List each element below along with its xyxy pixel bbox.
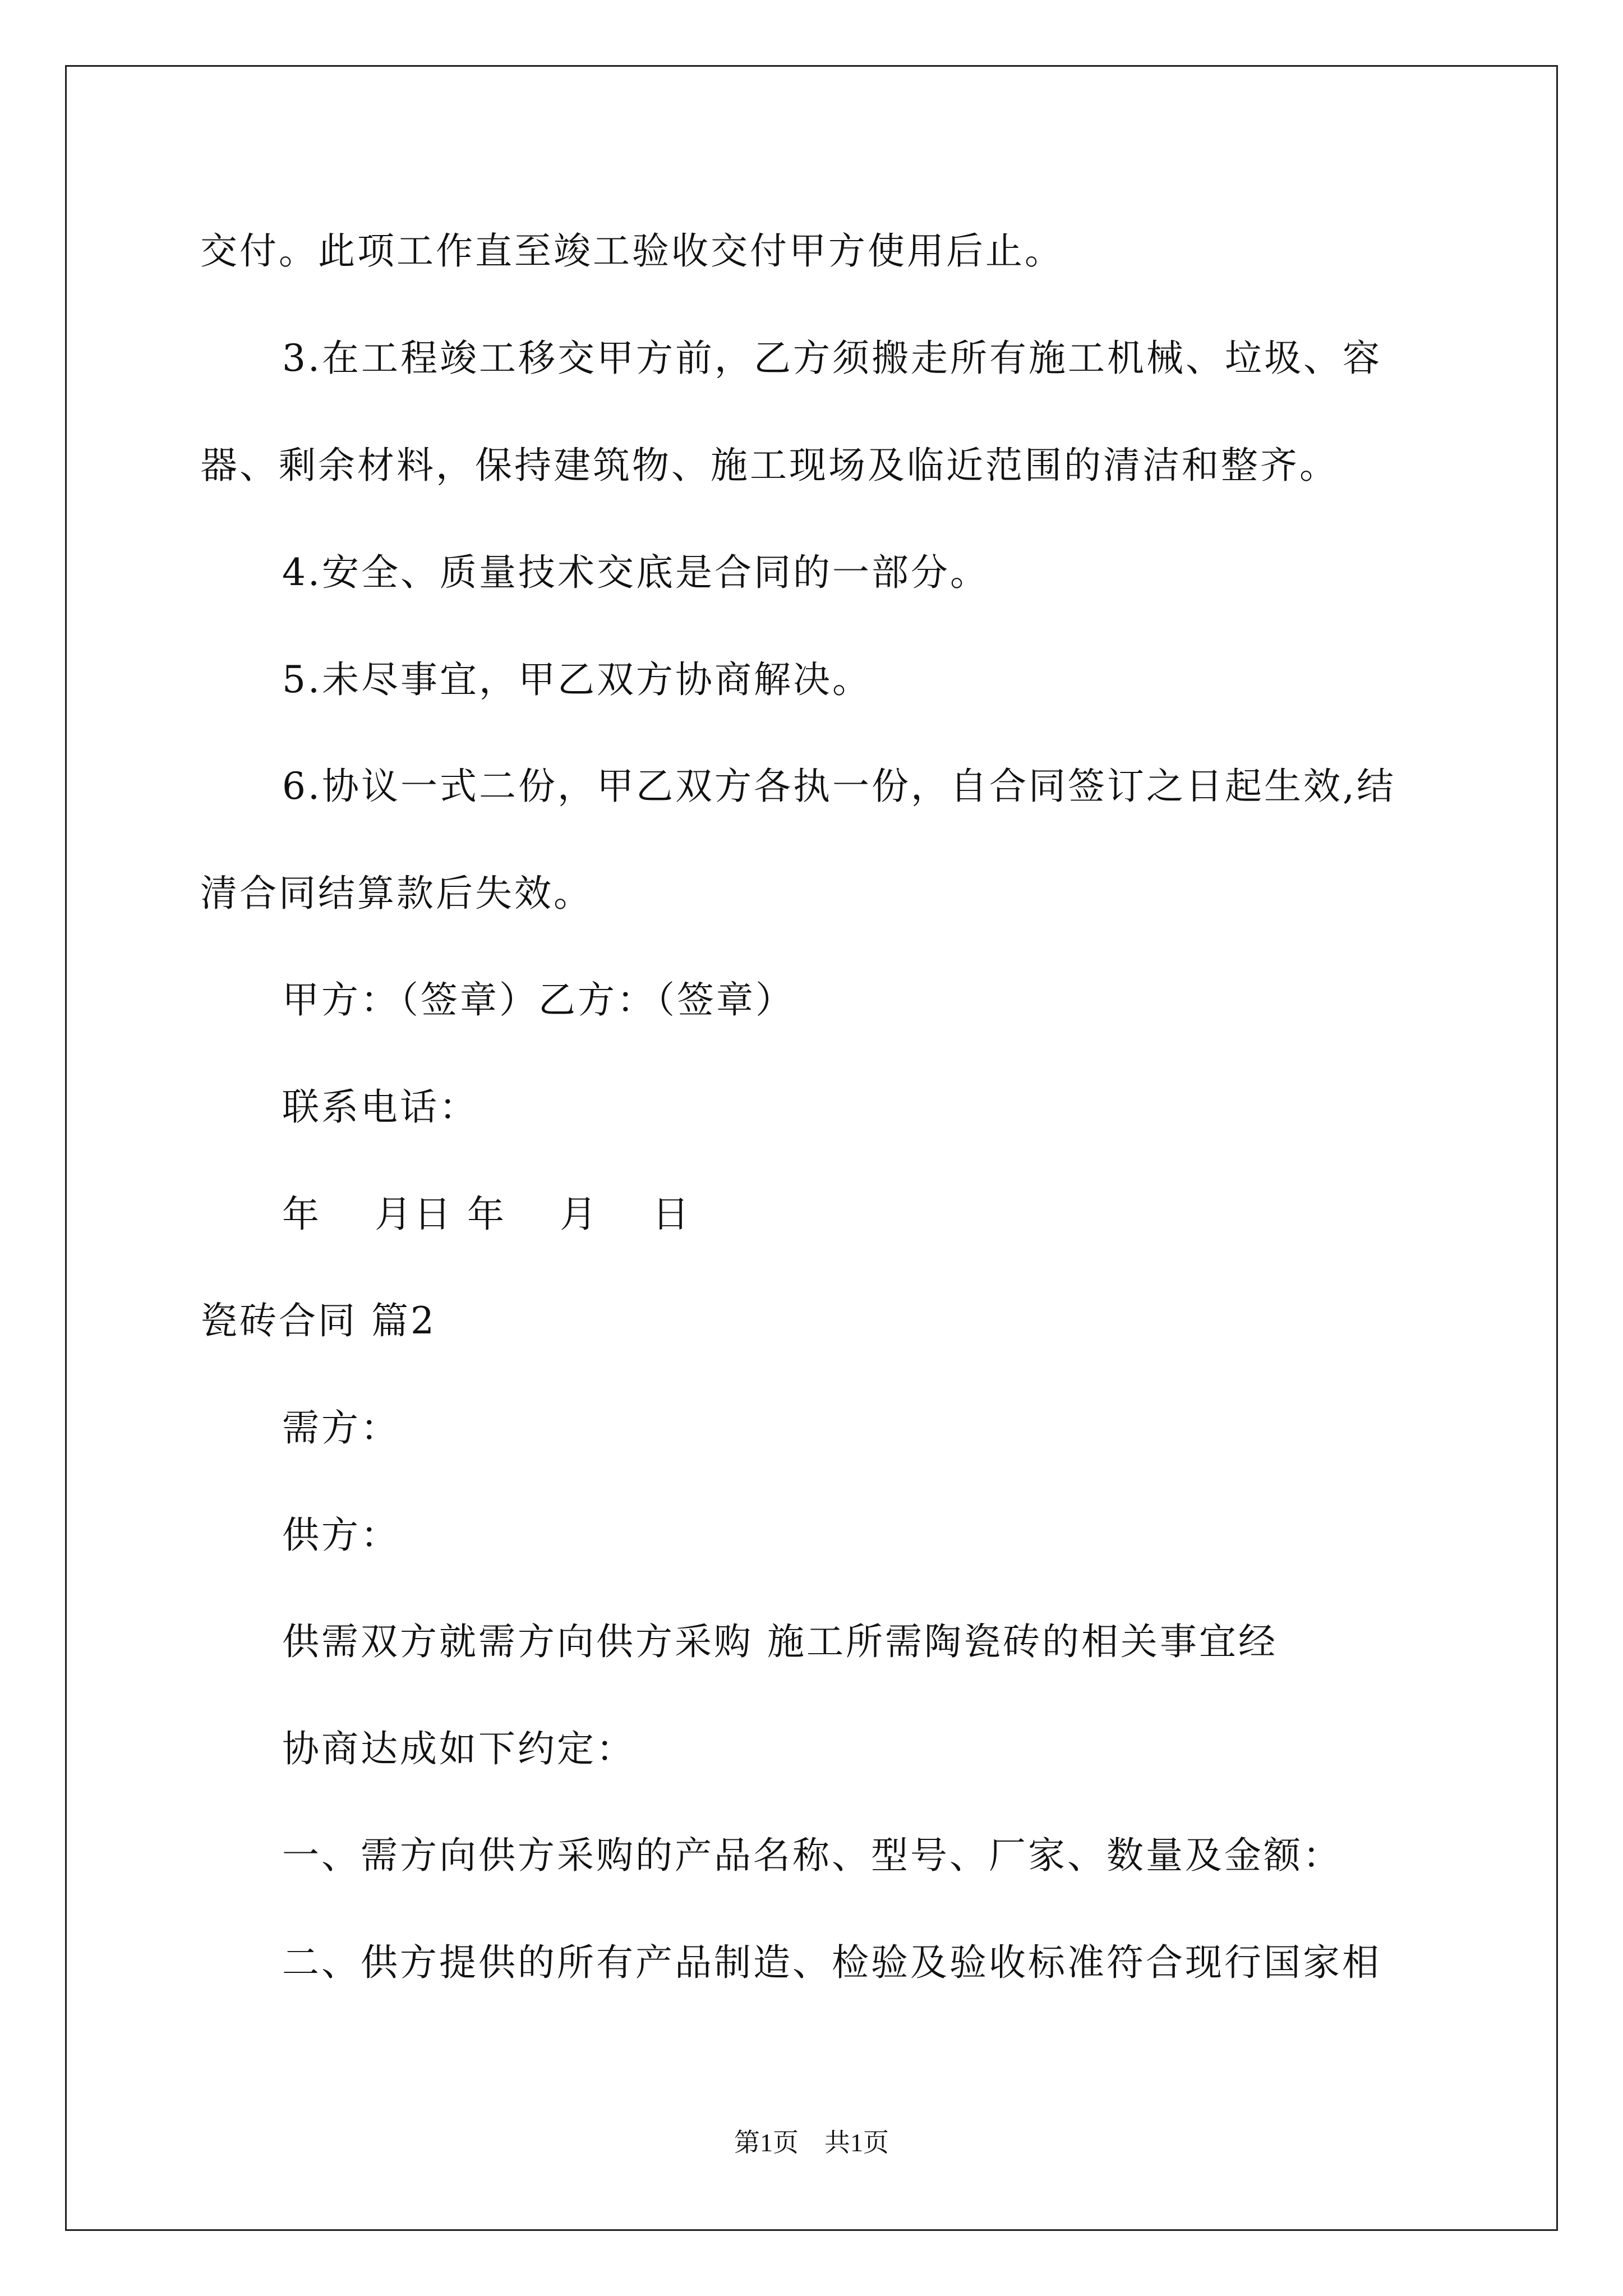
text-line: 一、需方向供方采购的产品名称、型号、厂家、数量及金额： (282, 1834, 1342, 1877)
date-line: 年 月日 年 月 日 (282, 1193, 691, 1236)
text-line: 器、剩余材料，保持建筑物、施工现场及临近范围的清洁和整齐。 (200, 444, 1339, 487)
page-footer: 第1页 共1页 (734, 2128, 889, 2157)
text-line: 4.安全、质量技术交底是合同的一部分。 (282, 551, 989, 594)
signature-line: 甲方：（签章）乙方：（签章） (282, 978, 795, 1022)
buyer-line: 需方： (282, 1406, 400, 1450)
text-line: 6.协议一式二份，甲乙双方各执一份，自合同签订之日起生效,结 (282, 765, 1396, 808)
supplier-line: 供方： (282, 1513, 400, 1557)
text-line: 清合同结算款后失效。 (200, 872, 593, 915)
section-heading: 瓷砖合同 篇2 (200, 1299, 436, 1342)
text-line: 协商达成如下约定： (282, 1727, 635, 1770)
text-line: 5.未尽事宜，甲乙双方协商解决。 (282, 658, 872, 701)
text-line: 3.在工程竣工移交甲方前，乙方须搬走所有施工机械、垃圾、容 (282, 337, 1382, 380)
text-line: 交付。此项工作直至竣工验收交付甲方使用后止。 (200, 229, 1064, 273)
page-border (65, 65, 1558, 2231)
text-line: 二、供方提供的所有产品制造、检验及验收标准符合现行国家相 (282, 1941, 1381, 1984)
text-line: 供需双方就需方向供方采购 施工所需陶瓷砖的相关事宜经 (282, 1620, 1278, 1663)
contact-phone-line: 联系电话： (282, 1085, 478, 1129)
